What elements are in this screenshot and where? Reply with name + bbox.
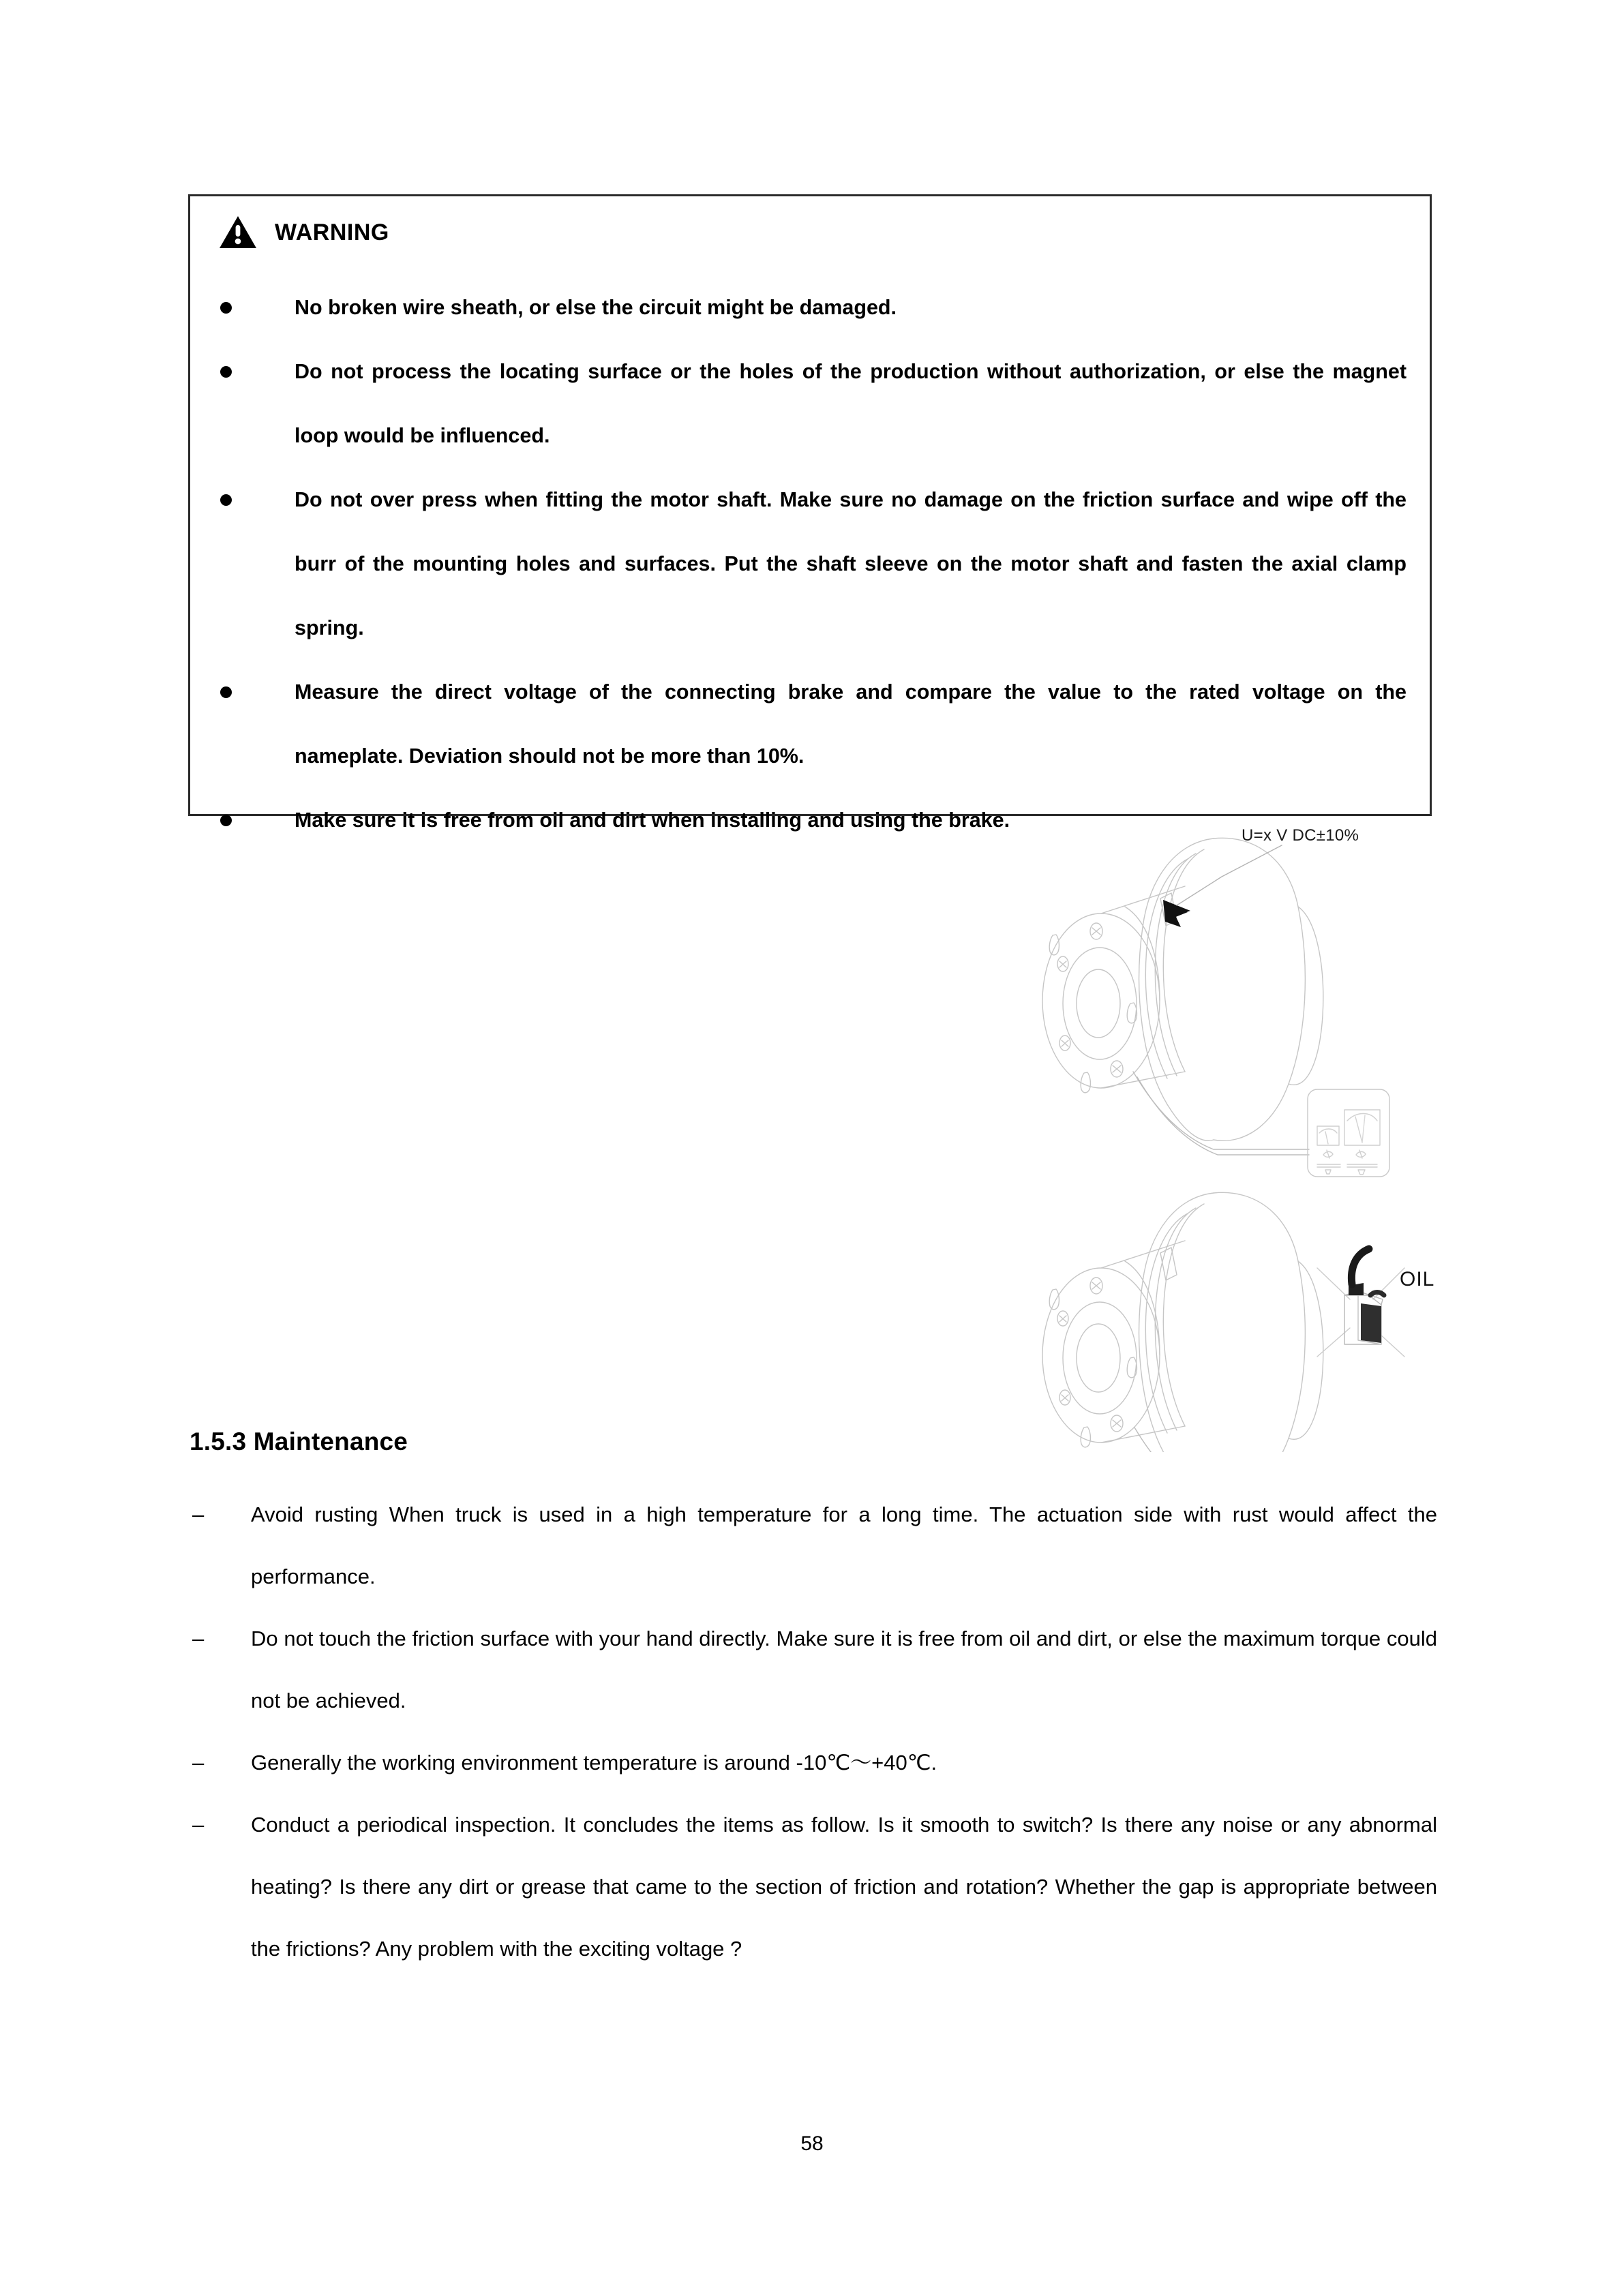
list-item bbox=[190, 1607, 1437, 1732]
warning-bullet-text: Make sure it is free from oil and dirt when installing and using the brake. bbox=[295, 809, 1010, 832]
maintenance-list bbox=[190, 1483, 1437, 1980]
warning-bullet-item bbox=[220, 339, 1407, 468]
maintenance-text: Do not touch the friction surface with your hand directly. Make sure it is free from oil and dirt, or else the maximum torque could not be achieved. bbox=[251, 1627, 1437, 1712]
list-item bbox=[190, 1732, 1437, 1794]
dash-marker-icon: – bbox=[192, 1751, 205, 1774]
maintenance-text: Avoid rusting When truck is used in a high temperature for a long time. The actuation side with rust would affect the performance. bbox=[251, 1502, 1437, 1588]
warning-bullet-text: No broken wire sheath, or else the circuit might be damaged. bbox=[295, 296, 897, 319]
dash-marker-icon: – bbox=[192, 1627, 205, 1650]
maintenance-text: Conduct a periodical inspection. It concludes the items as follow. Is it smooth to switch? Is there any noise or any abnormal heating? Is there any dirt or grease that came to the section of friction and rotation? Whether the gap is appropriate between the frictions? Any problem with the exciting voltage ? bbox=[251, 1813, 1437, 1961]
warning-bullet-item bbox=[220, 660, 1407, 788]
warning-box bbox=[188, 194, 1432, 832]
warning-bullet-text: Do not over press when fitting the motor shaft. Make sure no damage on the friction surface and wipe off the burr of the mounting holes and surfaces. Put the shaft sleeve on the motor shaft and fasten the axial clamp spring. bbox=[295, 488, 1407, 639]
brake-illustration-svg bbox=[1009, 818, 1500, 1452]
warning-bullet-text: Measure the direct voltage of the connecting brake and compare the value to the rated voltage on the nameplate. Deviation should not be more than 10%. bbox=[295, 680, 1407, 768]
warning-title: WARNING bbox=[275, 220, 389, 245]
warning-bullet-item bbox=[220, 468, 1407, 660]
oil-annotation-label: OIL bbox=[1400, 1268, 1435, 1290]
list-item bbox=[190, 1794, 1437, 1980]
warning-bullet-item bbox=[220, 275, 1407, 339]
bullet-marker-icon bbox=[220, 660, 235, 724]
brake-assembly-bottom bbox=[1042, 1192, 1323, 1452]
voltage-annotation-label: U=x V DC±10% bbox=[1242, 826, 1359, 845]
list-item bbox=[190, 1483, 1437, 1607]
dash-marker-icon: – bbox=[192, 1813, 205, 1837]
bullet-marker-icon bbox=[220, 275, 235, 339]
brake-figure bbox=[1009, 818, 1500, 1452]
section-heading: 1.5.3 Maintenance bbox=[190, 1428, 408, 1455]
dash-marker-icon: – bbox=[192, 1502, 205, 1526]
multimeter-illustration bbox=[1308, 1089, 1389, 1177]
warning-bullet-text: Do not process the locating surface or the holes of the production without authorization, or else the magnet loop would be influenced. bbox=[295, 360, 1407, 447]
bullet-marker-icon bbox=[220, 339, 235, 404]
oil-can-illustration bbox=[1317, 1249, 1404, 1357]
maintenance-text: Generally the working environment temperature is around -10℃～+40℃. bbox=[251, 1751, 937, 1774]
page-number: 58 bbox=[800, 2132, 824, 2155]
bullet-marker-icon bbox=[220, 788, 235, 852]
warning-header bbox=[219, 215, 389, 250]
brake-assembly-top bbox=[1042, 838, 1323, 1155]
bullet-marker-icon bbox=[220, 468, 235, 532]
warning-triangle-icon bbox=[219, 215, 257, 250]
warning-bullet-list bbox=[220, 275, 1407, 852]
